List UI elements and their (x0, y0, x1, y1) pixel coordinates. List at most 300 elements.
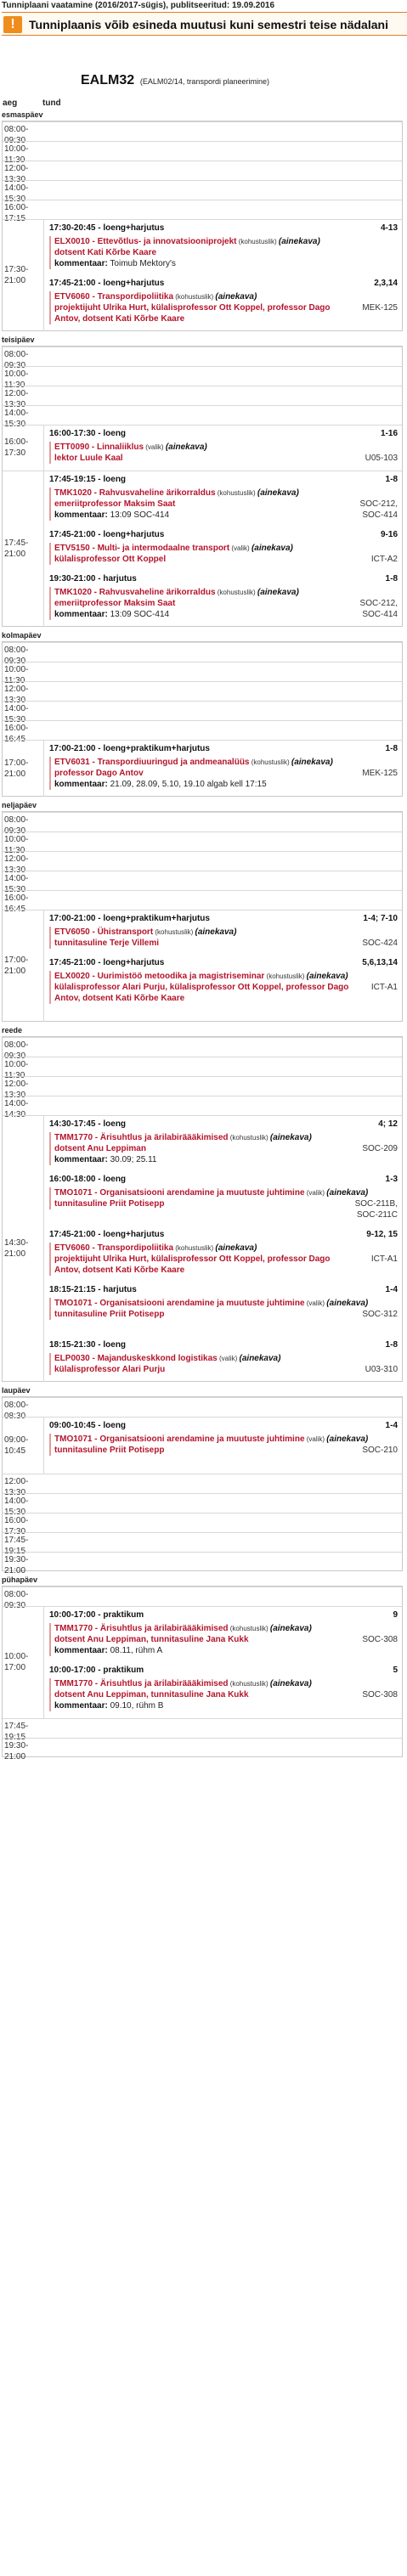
time-slot (3, 1397, 402, 1421)
course-line[interactable] (54, 442, 399, 453)
comment-line (54, 510, 399, 521)
event-block-time: 09:00-10:45 (4, 1435, 29, 1456)
slot-time: 08:00-09:30 (4, 1040, 29, 1061)
comment-label: kommentaar: (54, 1155, 108, 1164)
slot-time: 08:00-09:30 (4, 815, 29, 836)
event-weeks: 1-3 (385, 1175, 398, 1184)
event-block-time: 17:00-21:00 (4, 955, 29, 976)
timetable-event[interactable] (49, 1172, 399, 1220)
room-label: SOC-212, SOC-414 (359, 499, 398, 520)
course-line[interactable] (54, 543, 399, 554)
course-type: (kohustuslik) (228, 1680, 270, 1688)
slot-time: 12:00-13:30 (4, 164, 29, 184)
lecturers (54, 554, 399, 565)
timetable-event[interactable] (49, 741, 399, 790)
day-block (2, 346, 403, 627)
course-type: (kohustuslik) (173, 1244, 216, 1252)
course-ainekava-link[interactable]: (ainekava) (306, 972, 348, 981)
lecturer-names: tunnitasuline Priit Potisepp (54, 1446, 165, 1455)
event-group (43, 910, 400, 1022)
timetable-event[interactable] (49, 572, 399, 620)
course-type: (kohustuslik) (215, 589, 257, 596)
course-type: (kohustuslik) (215, 489, 257, 497)
course-ainekava-link[interactable]: (ainekava) (215, 292, 257, 302)
slot-time: 14:00-15:30 (4, 874, 29, 894)
course-name[interactable]: ELP0030 - Majanduskeskkond logistikas (54, 1354, 218, 1363)
course-type: (kohustuslik) (173, 293, 216, 301)
course-name[interactable]: TMM1770 - Ärisuhtlus ja ärilabiräääkimised (54, 1679, 229, 1688)
course-ainekava-link[interactable]: (ainekava) (326, 1299, 369, 1308)
event-header (49, 1172, 399, 1187)
warning-text: Tunniplaanis võib esineda muutusi kuni semestri teise nädalani (29, 18, 388, 31)
event-header (49, 572, 399, 587)
course-type: (kohustuslik) (236, 238, 279, 245)
event-time-type: 17:45-19:15 - loeng (49, 475, 127, 484)
lecturers (54, 1634, 399, 1645)
comment-line (54, 1645, 399, 1656)
lecturer-names: dotsent Kati Kõrbe Kaare (54, 248, 157, 257)
slot-time: 08:00-09:30 (4, 1590, 29, 1610)
room-label: MEK-125 (362, 303, 398, 313)
event-header (49, 741, 399, 757)
time-slot (3, 890, 402, 914)
event-body (49, 1132, 399, 1165)
event-body (49, 587, 399, 620)
event-time-type: 17:00-21:00 - loeng+praktikum+harjutus (49, 744, 210, 753)
lecturer-names: projektijuht Ulrika Hurt, külalisprofessor Ott Koppel, professor Dago Antov, dotsent Kati Kõrbe Kaare (54, 1254, 331, 1275)
event-body (49, 488, 399, 521)
timetable-event[interactable] (49, 221, 399, 269)
course-ainekava-link[interactable]: (ainekava) (326, 1188, 369, 1198)
course-line[interactable] (54, 291, 399, 302)
slot-time: 16:00-16:45 (4, 724, 29, 744)
event-group (43, 471, 400, 627)
course-ainekava-link[interactable]: (ainekava) (257, 588, 299, 597)
lecturers (54, 768, 399, 779)
room-label: U03-310 (365, 1365, 398, 1374)
event-time-type: 10:00-17:00 - praktikum (49, 1666, 144, 1675)
time-slot (3, 1037, 402, 1061)
slot-time: 16:00-17:30 (4, 1516, 29, 1536)
lecturers (54, 302, 399, 324)
col-head-tund: tund (42, 99, 61, 108)
event-time-type: 18:15-21:30 - loeng (49, 1340, 127, 1350)
timetable-event[interactable] (49, 276, 399, 324)
lecturer-names: dotsent Anu Leppiman, tunnitasuline Jana Kukk (54, 1635, 249, 1644)
room-label: U05-103 (365, 454, 398, 463)
room-label: ICT-A1 (370, 1254, 398, 1264)
lecturers (54, 1254, 399, 1276)
timetable-event[interactable] (49, 1608, 399, 1656)
course-ainekava-link[interactable]: (ainekava) (269, 1679, 312, 1688)
lecturer-names: lektor Luule Kaal (54, 454, 123, 463)
event-time-type: 10:00-17:00 - praktikum (49, 1610, 144, 1620)
event-body (49, 1187, 399, 1220)
lecturers (54, 1143, 399, 1154)
slot-time: 12:00-13:30 (4, 389, 29, 409)
course-line[interactable] (54, 1678, 399, 1689)
day-block (2, 1586, 403, 1761)
slot-time: 08:00-09:30 (4, 125, 29, 145)
course-line[interactable] (54, 971, 399, 982)
time-slot (3, 347, 402, 370)
timetable-event[interactable] (49, 1338, 399, 1375)
lecturer-names: külalisprofessor Alari Purju (54, 1365, 166, 1374)
timetable-event[interactable] (49, 527, 399, 565)
course-line[interactable] (54, 1187, 399, 1198)
group-code: EALM32 (81, 73, 135, 87)
time-slot (3, 812, 402, 836)
slot-time: 12:00-13:30 (4, 1477, 29, 1497)
slot-time: 14:00-15:30 (4, 183, 29, 204)
comment-text: 09.10, rühm B (110, 1701, 164, 1711)
course-ainekava-link[interactable]: (ainekava) (257, 488, 299, 498)
lecturers (54, 938, 399, 949)
time-slot (3, 851, 402, 875)
slot-time: 14:00-14:30 (4, 1099, 29, 1119)
event-block-time: 14:30-21:00 (4, 1238, 29, 1259)
event-weeks: 1-8 (385, 574, 398, 583)
course-name[interactable]: TMK1020 - Rahvusvaheline ärikorraldus (54, 488, 216, 498)
comment-line (54, 258, 399, 269)
comment-text: 13:09 SOC-414 (110, 610, 170, 619)
course-name[interactable]: TMO1071 - Organisatsiooni arendamine ja muutuste juhtimine (54, 1188, 305, 1198)
event-header (49, 1117, 399, 1132)
comment-label: kommentaar: (54, 1646, 108, 1655)
comment-line (54, 609, 399, 620)
slot-time: 16:00-16:45 (4, 893, 29, 914)
course-line[interactable] (54, 1298, 399, 1309)
event-weeks: 4; 12 (378, 1119, 398, 1129)
lecturers (54, 453, 399, 464)
timetable-event[interactable] (49, 1418, 399, 1456)
course-line[interactable] (54, 1243, 399, 1254)
time-slot (3, 662, 402, 685)
lecturer-names: külalisprofessor Ott Koppel (54, 555, 167, 564)
time-slot (3, 1513, 402, 1536)
timetable-event[interactable] (49, 1282, 399, 1320)
lecturers (54, 247, 399, 258)
comment-label: kommentaar: (54, 510, 108, 520)
course-ainekava-link[interactable]: (ainekava) (278, 237, 320, 246)
timetable-event[interactable] (49, 1117, 399, 1165)
event-header (49, 1663, 399, 1678)
day-name-neljapäev: neljapäev (2, 801, 37, 809)
timetable-event[interactable] (49, 472, 399, 521)
event-weeks: 4-13 (380, 223, 398, 233)
day-block (2, 811, 403, 1022)
timetable-event[interactable] (49, 1227, 399, 1276)
event-weeks: 9-12, 15 (366, 1230, 398, 1239)
course-type: (kohustuslik) (249, 758, 291, 766)
event-group (43, 219, 400, 331)
event-header (49, 1338, 399, 1353)
time-slot (3, 1474, 402, 1497)
event-block-time: 17:00-21:00 (4, 758, 29, 779)
event-weeks: 1-8 (385, 744, 398, 753)
event-group (43, 1417, 400, 1474)
time-slot (3, 681, 402, 705)
comment-line (54, 1154, 399, 1165)
course-ainekava-link[interactable]: (ainekava) (269, 1133, 312, 1142)
comment-text: 08.11, rühm A (110, 1646, 163, 1655)
comment-line (54, 1700, 399, 1711)
day-name-esmaspäev: esmaspäev (2, 110, 43, 119)
comment-line (54, 779, 399, 790)
time-slot (3, 200, 402, 223)
day-block (2, 641, 403, 797)
event-block-time: 17:45-21:00 (4, 538, 29, 559)
event-body (49, 1678, 399, 1711)
day-name-kolmapäev: kolmapäev (2, 631, 42, 640)
course-name[interactable]: TMM1770 - Ärisuhtlus ja ärilabiräääkimised (54, 1133, 229, 1142)
comment-label: kommentaar: (54, 610, 108, 619)
event-body (49, 291, 399, 324)
lecturers (54, 1309, 399, 1320)
slot-time: 19:30-21:00 (4, 1555, 29, 1575)
comment-label: kommentaar: (54, 259, 108, 268)
time-slot (3, 701, 402, 724)
slot-time: 08:00-09:30 (4, 645, 29, 666)
event-body (49, 757, 399, 790)
event-time-type: 18:15-21:15 - harjutus (49, 1285, 137, 1294)
lecturers (54, 1689, 399, 1700)
lecturer-names: tunnitasuline Terje Villemi (54, 939, 159, 948)
event-body (49, 1434, 399, 1456)
col-head-aeg: aeg (3, 99, 18, 108)
event-header (49, 1608, 399, 1623)
event-header (49, 1282, 399, 1298)
course-name[interactable]: TMO1071 - Organisatsiooni arendamine ja muutuste juhtimine (54, 1435, 305, 1444)
course-ainekava-link[interactable]: (ainekava) (326, 1435, 369, 1444)
comment-text: 21.09, 28.09, 5.10, 19.10 algab kell 17:15 (110, 780, 267, 789)
time-slot (3, 161, 402, 184)
course-name[interactable]: ELX0010 - Ettevõtlus- ja innovatsiooniprojekt (54, 237, 237, 246)
day-block (2, 121, 403, 331)
event-group (43, 1115, 400, 1382)
time-slot (3, 642, 402, 666)
course-name[interactable]: ELX0020 - Uurimistöö metoodika ja magistriseminar (54, 972, 265, 981)
time-slot (3, 1738, 402, 1761)
event-weeks: 1-16 (380, 429, 398, 438)
course-name[interactable]: TMO1071 - Organisatsiooni arendamine ja muutuste juhtimine (54, 1299, 305, 1308)
day-block (2, 1396, 403, 1575)
lecturers (54, 1445, 399, 1456)
event-body (49, 1298, 399, 1320)
room-label: SOC-312 (362, 1310, 398, 1319)
event-weeks: 1-8 (385, 1340, 398, 1350)
course-line[interactable] (54, 587, 399, 598)
course-type: (valik) (144, 443, 166, 451)
event-body (49, 927, 399, 949)
course-name[interactable]: TMM1770 - Ärisuhtlus ja ärilabiräääkimised (54, 1624, 229, 1633)
event-group (43, 740, 400, 797)
course-type: (kohustuslik) (264, 972, 307, 980)
course-name[interactable]: ETV6031 - Transpordiuuringud ja andmeanalüüs (54, 758, 250, 767)
room-label: MEK-125 (362, 769, 398, 778)
event-weeks: 9 (393, 1610, 398, 1620)
event-time-type: 17:30-20:45 - loeng+harjutus (49, 223, 165, 233)
course-line[interactable] (54, 1623, 399, 1634)
course-ainekava-link[interactable]: (ainekava) (215, 1243, 257, 1253)
course-ainekava-link[interactable]: (ainekava) (239, 1354, 281, 1363)
course-line[interactable] (54, 488, 399, 499)
course-type: (valik) (217, 1355, 240, 1362)
event-header (49, 911, 399, 927)
slot-time: 14:00-15:30 (4, 409, 29, 429)
event-group (43, 1606, 400, 1718)
course-name[interactable]: ETV6060 - Transpordipoliitika (54, 1243, 174, 1253)
lecturer-names: tunnitasuline Priit Potisepp (54, 1199, 165, 1209)
time-slot (3, 1532, 402, 1556)
event-time-type: 14:30-17:45 - loeng (49, 1119, 127, 1129)
warning-banner (2, 12, 407, 36)
comment-text: Toimub Mektory's (110, 259, 176, 268)
event-time-type: 16:00-18:00 - loeng (49, 1175, 127, 1184)
lecturers (54, 1198, 399, 1220)
course-type: (kohustuslik) (153, 928, 195, 936)
slot-time: 08:00-09:30 (4, 350, 29, 370)
day-name-laupäev: laupäev (2, 1386, 31, 1395)
course-line[interactable] (54, 236, 399, 247)
time-slot (3, 1587, 402, 1610)
lecturers (54, 1364, 399, 1375)
time-slot (3, 720, 402, 744)
event-body (49, 1623, 399, 1656)
timetable-event[interactable] (49, 955, 399, 1004)
event-body (49, 1243, 399, 1276)
day-name-pühapäev: pühapäev (2, 1575, 38, 1584)
lecturer-names: külalisprofessor Alari Purju, külalisprofessor Ott Koppel, professor Dago Antov, dotsent Kati Kõrbe Kaare (54, 983, 349, 1003)
exclamation-icon: ! (3, 16, 22, 33)
slot-time: 17:45-19:15 (4, 1536, 29, 1556)
slot-time: 14:00-15:30 (4, 1497, 29, 1517)
course-type: (kohustuslik) (228, 1134, 270, 1141)
time-slot (3, 831, 402, 855)
course-ainekava-link[interactable]: (ainekava) (291, 758, 333, 767)
room-label: SOC-210 (362, 1446, 398, 1455)
room-label: SOC-308 (362, 1635, 398, 1644)
event-group (43, 425, 400, 471)
event-weeks: 1-4; 7-10 (363, 914, 398, 923)
event-weeks: 1-4 (385, 1285, 398, 1294)
event-weeks: 1-4 (385, 1421, 398, 1430)
course-name[interactable]: ETV6050 - Ühistransport (54, 927, 154, 937)
event-time-type: 17:00-21:00 - loeng+praktikum+harjutus (49, 914, 210, 923)
event-block-time: 17:30-21:00 (4, 265, 29, 285)
slot-time: 12:00-13:30 (4, 1079, 29, 1100)
event-header (49, 276, 399, 291)
event-block-time: 10:00-17:00 (4, 1652, 29, 1672)
slot-time: 10:00-11:30 (4, 144, 29, 165)
time-slot (3, 121, 402, 145)
course-ainekava-link[interactable]: (ainekava) (269, 1624, 312, 1633)
event-body (49, 1353, 399, 1375)
lecturer-names: projektijuht Ulrika Hurt, külalisprofessor Ott Koppel, professor Dago Antov, dotsent Kati Kõrbe Kaare (54, 303, 331, 324)
room-label: ICT-A2 (370, 555, 398, 564)
time-slot (3, 1493, 402, 1517)
slot-time: 12:00-13:30 (4, 854, 29, 875)
lecturer-names: professor Dago Antov (54, 769, 144, 778)
comment-label: kommentaar: (54, 780, 108, 789)
course-type: (valik) (304, 1435, 327, 1443)
slot-time: 12:00-13:30 (4, 685, 29, 705)
room-label: SOC-308 (362, 1690, 398, 1699)
time-slot (3, 1057, 402, 1080)
room-label: ICT-A1 (370, 983, 398, 992)
event-time-type: 17:45-21:00 - loeng+harjutus (49, 530, 165, 539)
slot-time: 16:00-17:15 (4, 203, 29, 223)
course-line[interactable] (54, 1132, 399, 1143)
course-line[interactable] (54, 927, 399, 938)
course-name[interactable]: ETT0090 - Linnaliiklus (54, 442, 144, 452)
event-body (49, 236, 399, 269)
day-name-reede: reede (2, 1026, 23, 1034)
room-label: SOC-209 (362, 1144, 398, 1153)
room-label: SOC-424 (362, 939, 398, 948)
time-slot (3, 386, 402, 409)
course-ainekava-link[interactable]: (ainekava) (165, 442, 207, 452)
course-type: (valik) (304, 1299, 327, 1307)
course-type: (kohustuslik) (228, 1625, 270, 1632)
slot-time: 14:00-15:30 (4, 704, 29, 724)
course-ainekava-link[interactable]: (ainekava) (195, 927, 237, 937)
event-weeks: 2,3,14 (374, 279, 398, 288)
event-header (49, 472, 399, 488)
comment-text: 13:09 SOC-414 (110, 510, 170, 520)
time-slot (3, 180, 402, 204)
event-time-type: 19:30-21:00 - harjutus (49, 574, 137, 583)
course-line[interactable] (54, 757, 399, 768)
course-name[interactable]: ETV6060 - Transpordipoliitika (54, 292, 174, 302)
event-weeks: 1-8 (385, 475, 398, 484)
slot-time: 08:00-08:30 (4, 1401, 29, 1421)
timetable-event[interactable] (49, 911, 399, 949)
event-weeks: 9-16 (380, 530, 398, 539)
slot-time: 10:00-11:30 (4, 1060, 29, 1080)
event-time-type: 17:45-21:00 - loeng+harjutus (49, 958, 165, 967)
slot-time: 10:00-11:30 (4, 835, 29, 855)
lecturer-names: dotsent Anu Leppiman (54, 1144, 146, 1153)
course-type: (valik) (304, 1189, 327, 1197)
event-header (49, 527, 399, 543)
room-label: SOC-211B, SOC-211C (354, 1199, 398, 1220)
time-slot (3, 405, 402, 429)
course-line[interactable] (54, 1353, 399, 1364)
timetable-event[interactable] (49, 1663, 399, 1711)
room-label: SOC-212, SOC-414 (359, 599, 398, 619)
page-title: Tunniplaani vaatamine (2016/2017-sügis), publitseeritud: 19.09.2016 (2, 1, 275, 10)
event-weeks: 5 (393, 1666, 398, 1675)
event-body (49, 442, 399, 464)
course-ainekava-link[interactable]: (ainekava) (251, 544, 293, 553)
event-header (49, 1418, 399, 1434)
time-slot (3, 1076, 402, 1100)
comment-text: 30.09; 25.11 (110, 1155, 157, 1164)
timetable-event[interactable] (49, 426, 399, 464)
time-slot (3, 1552, 402, 1575)
time-slot (3, 1096, 402, 1119)
event-time-type: 09:00-10:45 - loeng (49, 1421, 127, 1430)
lecturer-names: dotsent Anu Leppiman, tunnitasuline Jana Kukk (54, 1690, 249, 1699)
slot-time: 19:30-21:00 (4, 1741, 29, 1761)
group-name: (EALM02/14, transpordi planeerimine) (139, 77, 269, 86)
course-name[interactable]: ETV5150 - Multi- ja intermodaalne transport (54, 544, 230, 553)
event-body (49, 971, 399, 1004)
event-header (49, 955, 399, 971)
course-line[interactable] (54, 1434, 399, 1445)
course-name[interactable]: TMK1020 - Rahvusvaheline ärikorraldus (54, 588, 216, 597)
